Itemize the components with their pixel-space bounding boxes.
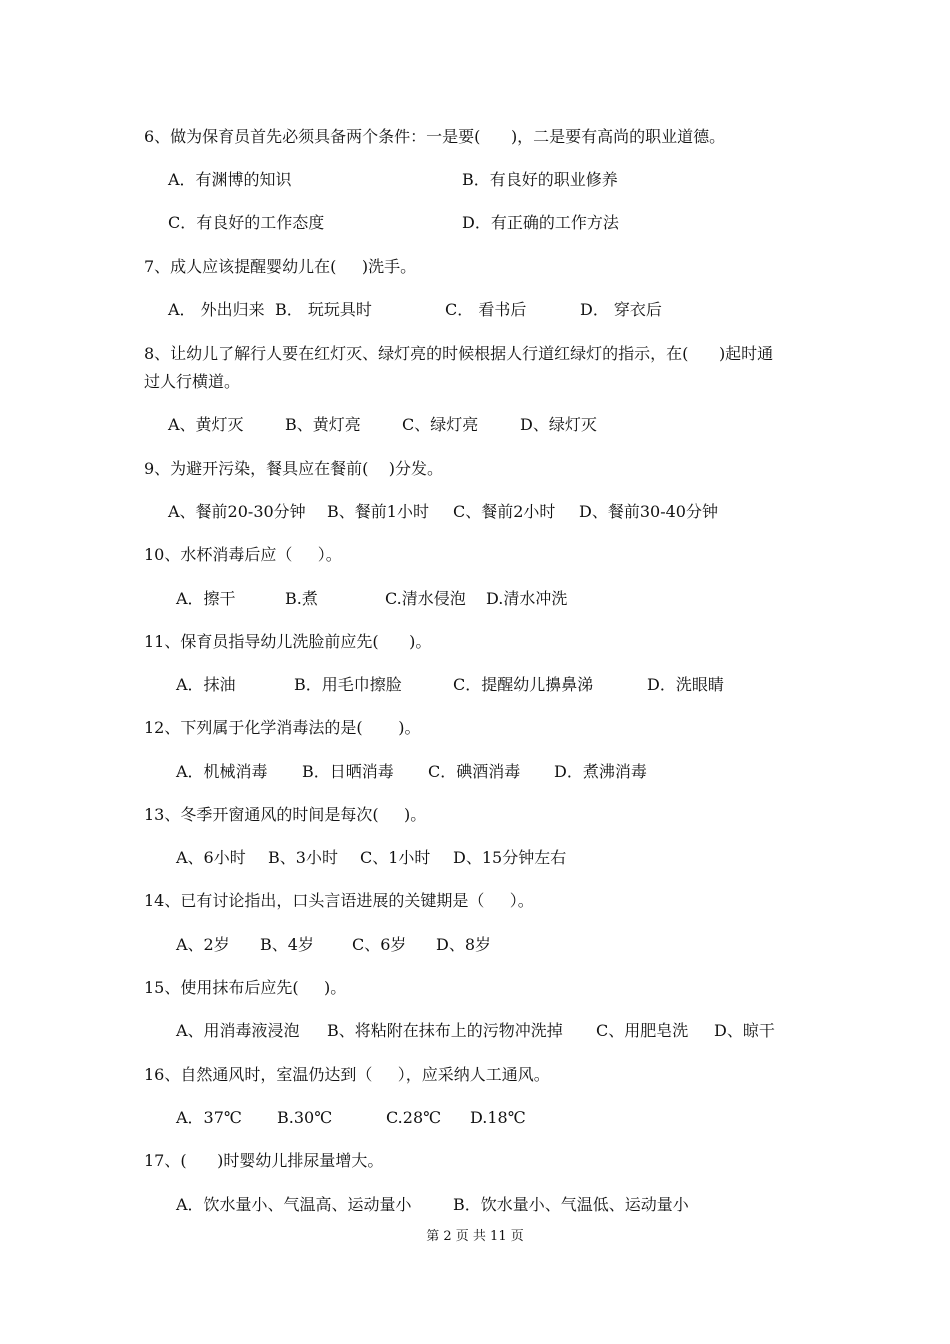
option: C.清水侵泡 <box>385 589 466 608</box>
option: A．37℃ <box>176 1108 242 1127</box>
option: D．煮沸消毒 <box>554 762 647 781</box>
question-15: 15、使用抹布后应先( )。 <box>144 978 347 997</box>
option: A、用消毒液浸泡 <box>176 1021 300 1040</box>
option: B．有良好的职业修养 <box>462 170 618 189</box>
question-12: 12、下列属于化学消毒法的是( )。 <box>144 718 421 737</box>
option: B．饮水量小、气温低、运动量小 <box>453 1195 689 1214</box>
option: D．洗眼睛 <box>647 675 724 694</box>
option: C、用肥皂洗 <box>596 1021 689 1040</box>
option: B.30℃ <box>277 1108 333 1127</box>
option: A、餐前20-30分钟 <box>168 502 306 521</box>
option: B、3小时 <box>268 848 338 867</box>
option: A．抹油 <box>176 675 236 694</box>
option: C.28℃ <box>386 1108 442 1127</box>
option: B．日晒消毒 <box>302 762 394 781</box>
question-10: 10、水杯消毒后应（ ）。 <box>144 545 342 564</box>
question-11: 11、保育员指导幼儿洗脸前应先( )。 <box>144 632 432 651</box>
question-16: 16、自然通风时，室温仍达到（ ），应采纳人工通风。 <box>144 1065 550 1084</box>
option: B.煮 <box>285 589 318 608</box>
option: A．机械消毒 <box>176 762 268 781</box>
option: D、绿灯灭 <box>520 415 597 434</box>
question-6: 6、做为保育员首先必须具备两个条件：一是要( )，二是要有高尚的职业道德。 <box>144 127 726 146</box>
question-8-line-1: 8、让幼儿了解行人要在红灯灭、绿灯亮的时候根据人行道红绿灯的指示，在( )起时通 <box>144 344 774 363</box>
option: B、餐前1小时 <box>327 502 429 521</box>
option: B、黄灯亮 <box>285 415 361 434</box>
option: B． 玩玩具时 <box>275 300 372 319</box>
option: D.清水冲洗 <box>486 589 568 608</box>
question-13: 13、冬季开窗通风的时间是每次( )。 <box>144 805 427 824</box>
option: D、餐前30-40分钟 <box>579 502 718 521</box>
option: A．有渊博的知识 <box>168 170 292 189</box>
option: D、晾干 <box>714 1021 775 1040</box>
option: B、4岁 <box>260 935 314 954</box>
option: A、2岁 <box>176 935 230 954</box>
option: A、黄灯灭 <box>168 415 244 434</box>
question-7: 7、成人应该提醒婴幼儿在( )洗手。 <box>144 257 417 276</box>
page-footer: 第 2 页 共 11 页 <box>426 1229 524 1244</box>
option: C．有良好的工作态度 <box>168 213 325 232</box>
option: A．饮水量小、气温高、运动量小 <box>176 1195 412 1214</box>
option: D．有正确的工作方法 <box>462 213 619 232</box>
option: D、8岁 <box>436 935 492 954</box>
question-8-line-2: 过人行横道。 <box>144 372 241 391</box>
option: C． 看书后 <box>445 300 527 319</box>
option: A、6小时 <box>176 848 246 867</box>
question-9: 9、为避开污染，餐具应在餐前( )分发。 <box>144 459 444 478</box>
question-14: 14、已有讨论指出，口头言语进展的关键期是（ ）。 <box>144 891 534 910</box>
option: C、1小时 <box>360 848 431 867</box>
option: B、将粘附在抹布上的污物冲洗掉 <box>327 1021 563 1040</box>
option: C．碘酒消毒 <box>428 762 521 781</box>
option: A． 外出归来 <box>168 300 265 319</box>
option: A．擦干 <box>176 589 236 608</box>
option: D.18℃ <box>470 1108 526 1127</box>
option: D、15分钟左右 <box>453 848 567 867</box>
option: C．提醒幼儿擤鼻涕 <box>453 675 594 694</box>
option: B．用毛巾擦脸 <box>294 675 402 694</box>
option: C、餐前2小时 <box>453 502 556 521</box>
option: C、绿灯亮 <box>402 415 479 434</box>
question-17: 17、( )时婴幼儿排尿量增大。 <box>144 1151 384 1170</box>
option: C、6岁 <box>352 935 407 954</box>
option: D． 穿衣后 <box>580 300 662 319</box>
